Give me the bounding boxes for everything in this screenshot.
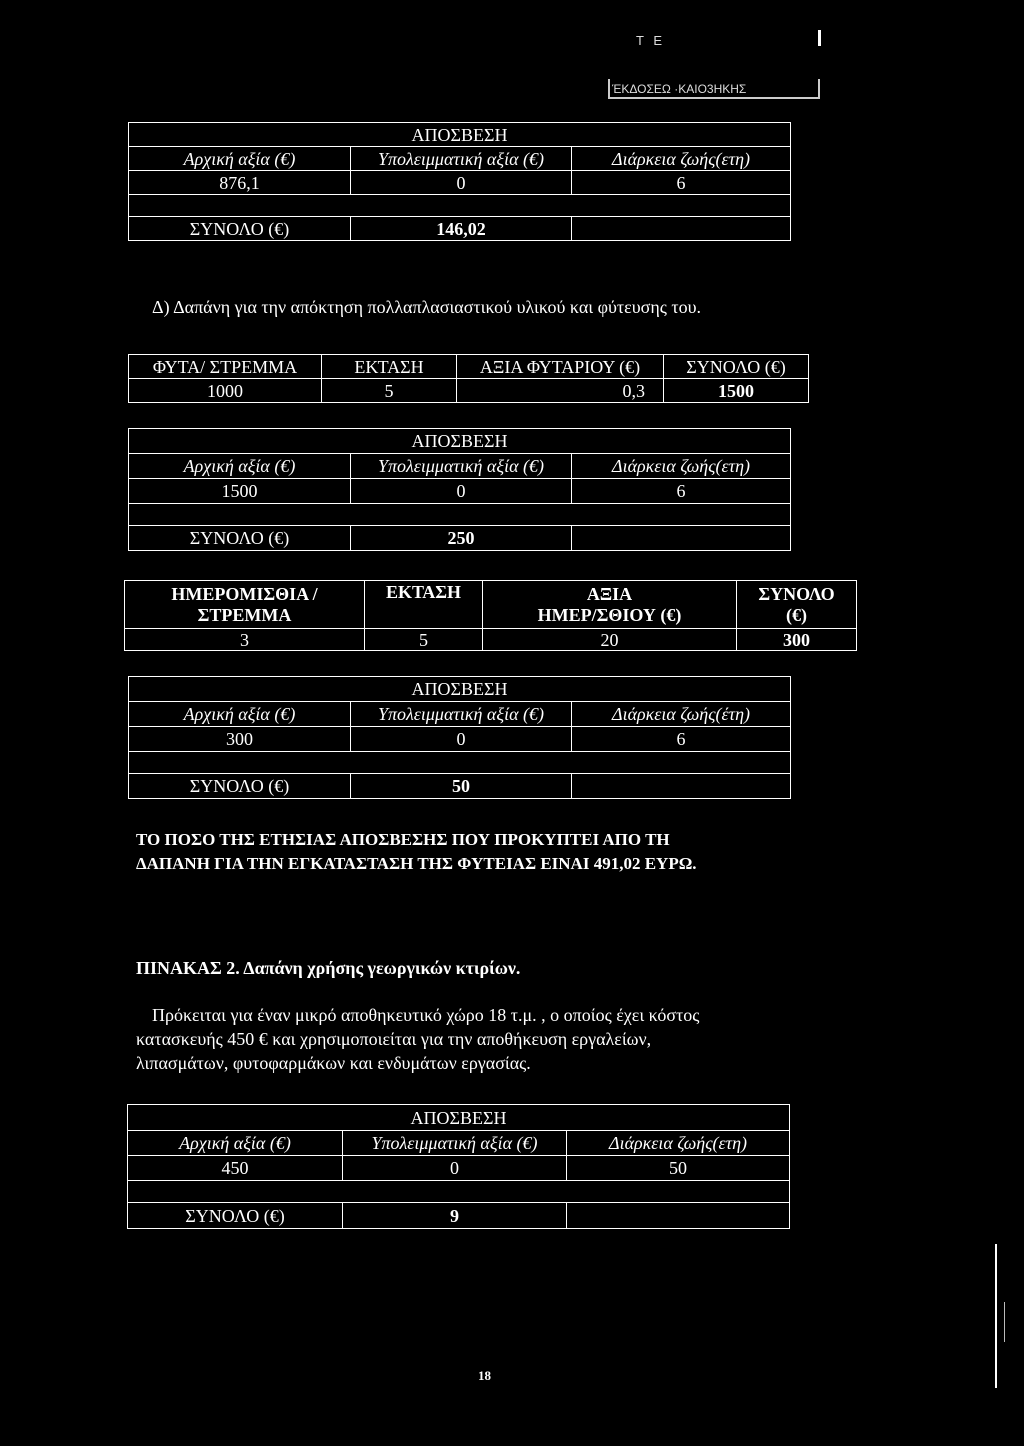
table-2-heading: ΠΙΝΑΚΑΣ 2. Δαπάνη χρήσης γεωργικών κτιρίων. bbox=[136, 958, 521, 978]
cell-initial-value: 1500 bbox=[129, 479, 351, 504]
col-residual-value: Υπολειμματική αξία (€) bbox=[351, 147, 572, 171]
cell-lifespan: 6 bbox=[572, 479, 791, 504]
col-initial-value: Αρχική αξία (€) bbox=[129, 702, 351, 727]
spacer-row bbox=[128, 1181, 790, 1203]
scan-edge-line-short bbox=[1004, 1302, 1005, 1342]
cell-residual-value: 0 bbox=[351, 727, 572, 752]
col-daily-wage-line1: ΑΞΙΑ bbox=[586, 583, 633, 604]
cell-residual-value: 0 bbox=[351, 479, 572, 504]
description-line-2: κατασκευής 450 € και χρησιμοποιείται για την αποθήκευση εργαλείων, bbox=[136, 1029, 652, 1049]
col-total-line2: (€) bbox=[786, 604, 807, 625]
total-label: ΣΥΝΟΛΟ (€) bbox=[129, 526, 351, 551]
header-divider bbox=[818, 30, 821, 46]
table-title: ΑΠΟΣΒΕΣΗ bbox=[128, 1105, 790, 1131]
total-label: ΣΥΝΟΛΟ (€) bbox=[128, 1203, 343, 1229]
total-value: 146,02 bbox=[351, 217, 572, 241]
cell-total: 1500 bbox=[664, 379, 809, 403]
spacer-row bbox=[129, 752, 791, 774]
col-area: ΕΚΤΑΣΗ bbox=[322, 355, 457, 379]
section-d-heading: Δ) Δαπάνη για την απόκτηση πολλαπλασιαστικού υλικού και φύτευσης του. bbox=[152, 297, 702, 317]
empty-cell bbox=[572, 526, 791, 551]
total-value: 9 bbox=[343, 1203, 567, 1229]
col-area: ΕΚΤΑΣΗ bbox=[365, 581, 483, 629]
col-total-line1: ΣΥΝΟΛΟ bbox=[758, 583, 835, 604]
empty-cell bbox=[572, 217, 791, 241]
col-lifespan: Διάρκεια ζωής(έτη) bbox=[572, 702, 791, 727]
table-title: ΑΠΟΣΒΕΣΗ bbox=[129, 429, 791, 454]
cell-area: 5 bbox=[365, 629, 483, 651]
col-initial-value: Αρχική αξία (€) bbox=[129, 454, 351, 479]
cell-residual-value: 0 bbox=[343, 1156, 567, 1181]
cell-residual-value: 0 bbox=[351, 171, 572, 195]
depreciation-table-1 bbox=[128, 122, 791, 241]
summary-line-1: ΤΟ ΠΟΣΟ ΤΗΣ ΕΤΗΣΙΑΣ ΑΠΟΣΒΕΣΗΣ ΠΟΥ ΠΡΟΚΥΠΤΕΙ ΑΠΟ ΤΗ bbox=[136, 830, 670, 849]
cell-area: 5 bbox=[322, 379, 457, 403]
scan-edge-line bbox=[995, 1244, 997, 1388]
description-line-1: Πρόκειται για έναν μικρό αποθηκευτικό χώρο 18 τ.μ. , ο οποίος έχει κόστος bbox=[152, 1005, 700, 1025]
cell-seedling-value: 0,3 bbox=[457, 379, 664, 403]
col-lifespan: Διάρκεια ζωής(ετη) bbox=[572, 147, 791, 171]
page-number: 18 bbox=[478, 1368, 491, 1383]
depreciation-table-4 bbox=[127, 1104, 790, 1229]
col-lifespan: Διάρκεια ζωής(ετη) bbox=[572, 454, 791, 479]
col-wages-line1: ΗΜΕΡΟΜΙΣΘΙΑ / bbox=[171, 583, 318, 604]
col-residual-value: Υπολειμματική αξία (€) bbox=[351, 454, 572, 479]
cell-lifespan: 50 bbox=[567, 1156, 790, 1181]
empty-cell bbox=[567, 1203, 790, 1229]
spacer-row bbox=[129, 195, 791, 217]
col-daily-wage bbox=[483, 581, 737, 629]
cell-lifespan: 6 bbox=[572, 727, 791, 752]
cell-daily-wage: 20 bbox=[483, 629, 737, 651]
cell-initial-value: 876,1 bbox=[129, 171, 351, 195]
cell-initial-value: 300 bbox=[129, 727, 351, 752]
cell-wages: 3 bbox=[125, 629, 365, 651]
table-title: ΑΠΟΣΒΕΣΗ bbox=[129, 677, 791, 702]
col-daily-wage-line2: ΗΜΕΡ/ΣΘΙΟΥ (€) bbox=[537, 604, 682, 625]
total-value: 250 bbox=[351, 526, 572, 551]
col-residual-value: Υπολειμματική αξία (€) bbox=[343, 1131, 567, 1156]
col-initial-value: Αρχική αξία (€) bbox=[128, 1131, 343, 1156]
planting-cost-table bbox=[128, 354, 809, 403]
col-total: ΣΥΝΟΛΟ (€) bbox=[664, 355, 809, 379]
cell-initial-value: 450 bbox=[128, 1156, 343, 1181]
publisher-fragment: ΈΚΔΟΣΕΩ ·ΚΑΙΟ3ΗΚΗΣ bbox=[612, 82, 747, 96]
spacer-row bbox=[129, 504, 791, 526]
col-initial-value: Αρχική αξία (€) bbox=[129, 147, 351, 171]
table-title: ΑΠΟΣΒΕΣΗ bbox=[129, 123, 791, 147]
running-header-fragment: T E bbox=[636, 33, 665, 48]
col-wages-per-stremma bbox=[125, 581, 365, 629]
empty-cell bbox=[572, 774, 791, 799]
col-wages-line2: ΣΤΡΕΜΜΑ bbox=[197, 604, 292, 625]
depreciation-table-3 bbox=[128, 676, 791, 799]
col-seedling-value: ΑΞΙΑ ΦΥΤΑΡΙΟΥ (€) bbox=[457, 355, 664, 379]
total-label: ΣΥΝΟΛΟ (€) bbox=[129, 774, 351, 799]
col-lifespan: Διάρκεια ζωής(ετη) bbox=[567, 1131, 790, 1156]
description-line-3: λιπασμάτων, φυτοφαρμάκων και ενδυμάτων εργασίας. bbox=[136, 1053, 531, 1073]
cell-total: 300 bbox=[737, 629, 857, 651]
col-residual-value: Υπολειμματική αξία (€) bbox=[351, 702, 572, 727]
total-label: ΣΥΝΟΛΟ (€) bbox=[129, 217, 351, 241]
cell-plants: 1000 bbox=[129, 379, 322, 403]
col-total bbox=[737, 581, 857, 629]
cell-lifespan: 6 bbox=[572, 171, 791, 195]
depreciation-table-2 bbox=[128, 428, 791, 551]
total-value: 50 bbox=[351, 774, 572, 799]
col-plants-per-stremma: ΦΥΤΑ/ ΣΤΡΕΜΜΑ bbox=[129, 355, 322, 379]
labour-cost-table bbox=[124, 580, 857, 651]
summary-line-2: ΔΑΠΑΝΗ ΓΙΑ ΤΗΝ ΕΓΚΑΤΑΣΤΑΣΗ ΤΗΣ ΦΥΤΕΙΑΣ ΕΙΝΑΙ 491,02 ΕΥΡΩ. bbox=[136, 854, 697, 873]
